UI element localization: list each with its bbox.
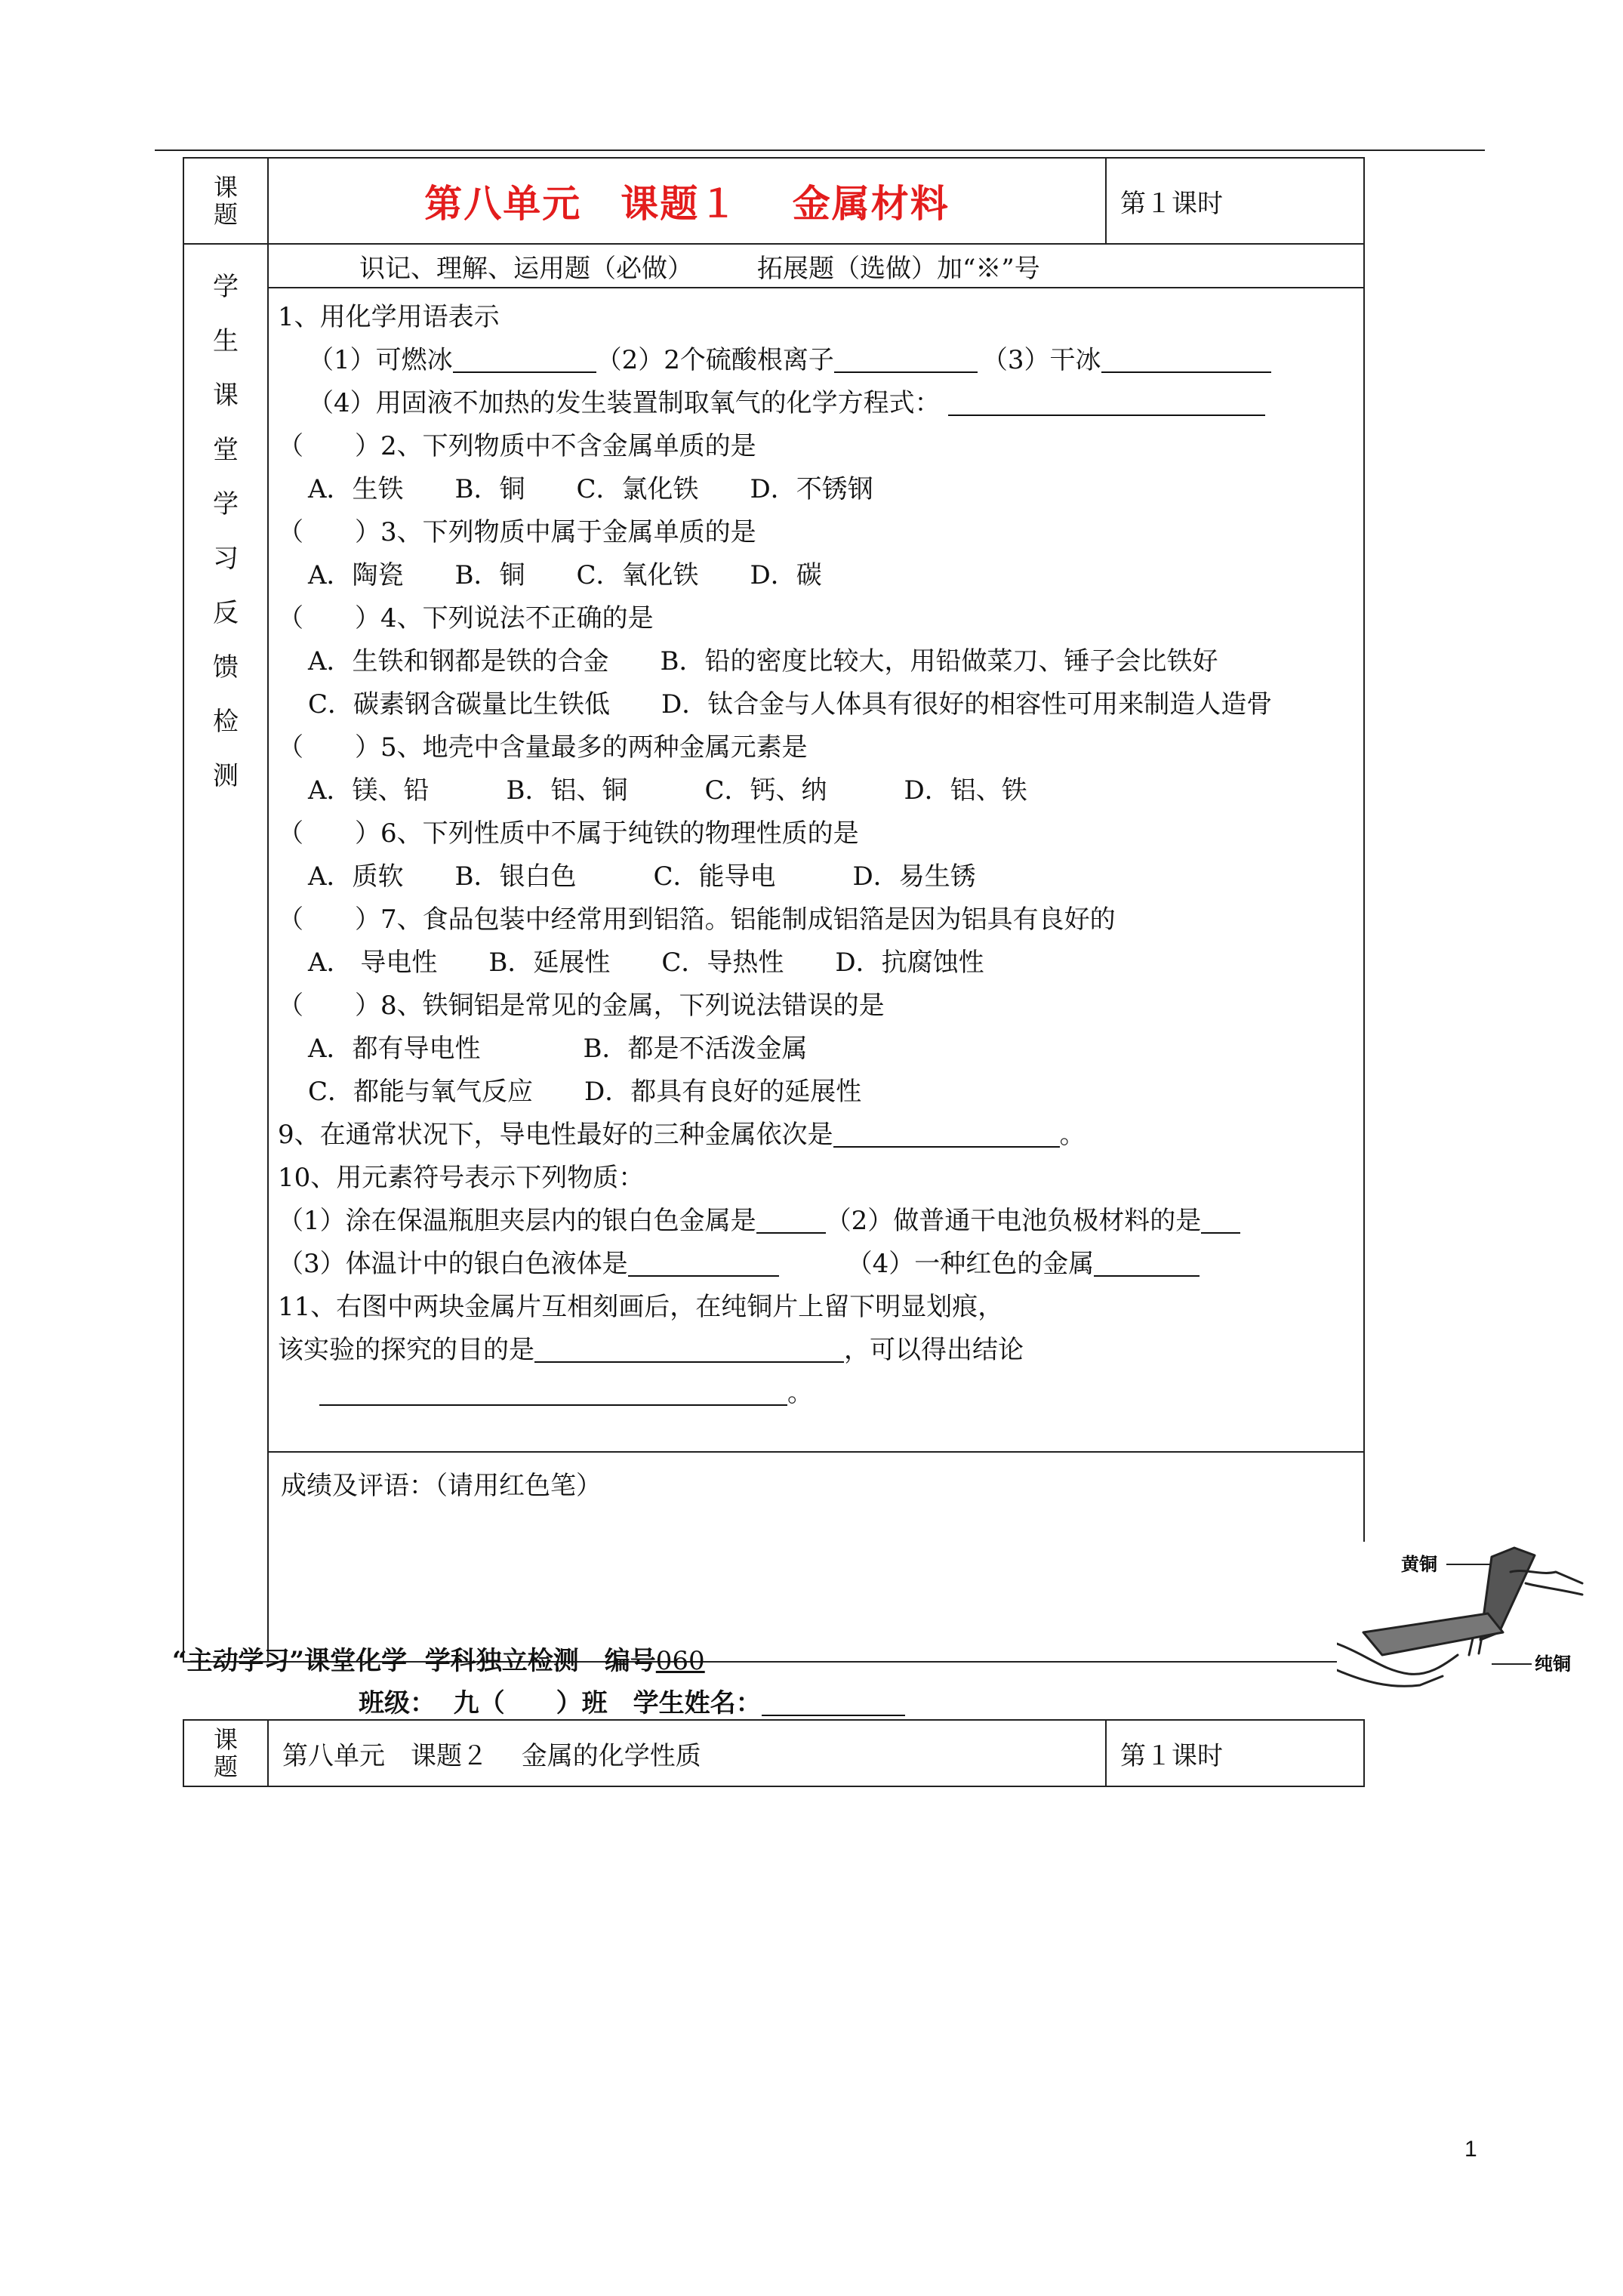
q9: 9、在通常状况下，导电性最好的三种金属依次是 。 xyxy=(278,1114,1363,1157)
comment-box[interactable] xyxy=(268,1452,1364,1662)
q4-options-line2: C．碳素钢含碳量比生铁低 D．钛合金与人体具有很好的相容性可用来制造人造骨 xyxy=(308,689,1273,720)
q8-options-line1: A．都有导电性 B．都是不活泼金属 xyxy=(308,1034,808,1064)
answer-blank[interactable] xyxy=(534,1333,844,1363)
lesson-period: 第１课时 xyxy=(1106,158,1364,244)
answer-blank[interactable] xyxy=(628,1247,779,1277)
answer-blank[interactable] xyxy=(1094,1247,1200,1277)
q10-parts-3-4: （3）体温计中的银白色液体是 （4）一种红色的金属 xyxy=(278,1243,1363,1286)
answer-blank[interactable] xyxy=(319,1376,787,1406)
answer-blank[interactable] xyxy=(756,1203,826,1234)
next-worksheet-table xyxy=(183,1719,1365,1787)
figure-label-copper: 纯铜 xyxy=(1535,1653,1571,1675)
q6-stem: （ ）6、下列性质中不属于纯铁的物理性质的是 xyxy=(278,818,859,849)
q7-stem: （ ）7、食品包装中经常用到铝箔。铝能制成铝箔是因为铝具有良好的 xyxy=(278,905,1116,935)
q11-line1: 11、右图中两块金属片互相刻画后，在纯铜片上留下明显划痕， xyxy=(278,1292,1004,1322)
q11-line3: 。 xyxy=(278,1372,1363,1415)
student-name-blank[interactable] xyxy=(762,1686,905,1716)
figure-label-brass: 黄铜 xyxy=(1401,1553,1437,1575)
answer-blank[interactable] xyxy=(834,343,978,373)
worksheet-table xyxy=(183,157,1571,1675)
q7-options: A． 导电性 B．延展性 C．导热性 D．抗腐蚀性 xyxy=(308,948,984,978)
q6-options: A．质软 B．银白色 C．能导电 D．易生锈 xyxy=(308,861,976,892)
lesson-period: 第１课时 xyxy=(1106,1720,1364,1786)
scratch-test-figure xyxy=(1337,1542,1586,1693)
worksheet-title: 第八单元 课题１ 金属材料 xyxy=(268,158,1106,244)
course-label: 课 题 xyxy=(183,1720,268,1786)
q2-stem: （ ）2、下列物质中不含金属单质的是 xyxy=(278,431,756,461)
footer-line2: 班级： 九（ ）班 学生姓名： xyxy=(359,1682,905,1719)
comment-label: 成绩及评语：（请用红色笔） xyxy=(281,1471,602,1501)
q8-options-line2: C．都能与氧气反应 D．都具有良好的延展性 xyxy=(308,1077,862,1107)
q5-options: A．镁、铅 B．铝、铜 C．钙、纳 D．铝、铁 xyxy=(308,775,1027,806)
answer-blank[interactable] xyxy=(1101,343,1271,373)
footer-line1: “主动学习”课堂化学 学科独立检测 编号060 xyxy=(172,1646,705,1676)
top-rule xyxy=(155,149,1485,151)
task-subheader: 识记、理解、运用题（必做） 拓展题（选做）加“※”号 xyxy=(268,244,1364,288)
q4-options-line1: A．生铁和钢都是铁的合金 B．铅的密度比较大，用铅做菜刀、锤子会比铁好 xyxy=(308,646,1218,676)
answer-blank[interactable] xyxy=(833,1117,1060,1148)
q10-parts-1-2: （1）涂在保温瓶胆夹层内的银白色金属是 （2）做普通干电池负极材料的是 xyxy=(278,1200,1363,1243)
q8-stem: （ ）8、铁铜铝是常见的金属，下列说法错误的是 xyxy=(278,991,885,1021)
answer-blank[interactable] xyxy=(453,343,596,373)
q1-part4: （4）用固液不加热的发生装置制取氧气的化学方程式： xyxy=(278,382,1363,425)
q10-stem: 10、用元素符号表示下列物质： xyxy=(278,1163,645,1193)
q1-parts: （1）可燃冰 （2）2个硫酸根离子 （3）干冰 xyxy=(278,339,1363,382)
worksheet-title: 第八单元 课题２ 金属的化学性质 xyxy=(268,1720,1106,1786)
course-label: 课 题 xyxy=(183,158,268,244)
q3-stem: （ ）3、下列物质中属于金属单质的是 xyxy=(278,517,756,547)
q2-options: A．生铁 B．铜 C．氯化铁 D．不锈钢 xyxy=(308,474,873,504)
q5-stem: （ ）5、地壳中含量最多的两种金属元素是 xyxy=(278,732,808,763)
answer-blank[interactable] xyxy=(948,386,1265,416)
page-number: 1 xyxy=(1464,2137,1477,2162)
side-label: 学 生 课 堂 学 习 反 馈 检 测 xyxy=(183,244,268,1662)
q4-stem: （ ）4、下列说法不正确的是 xyxy=(278,603,654,633)
q1-stem: 1、用化学用语表示 xyxy=(278,302,500,332)
q11-line2: 该实验的探究的目的是 ，可以得出结论 xyxy=(278,1329,1102,1372)
sheet-number: 060 xyxy=(655,1646,705,1676)
answer-blank[interactable] xyxy=(1201,1203,1240,1234)
q3-options: A．陶瓷 B．铜 C．氧化铁 D．碳 xyxy=(308,560,822,590)
